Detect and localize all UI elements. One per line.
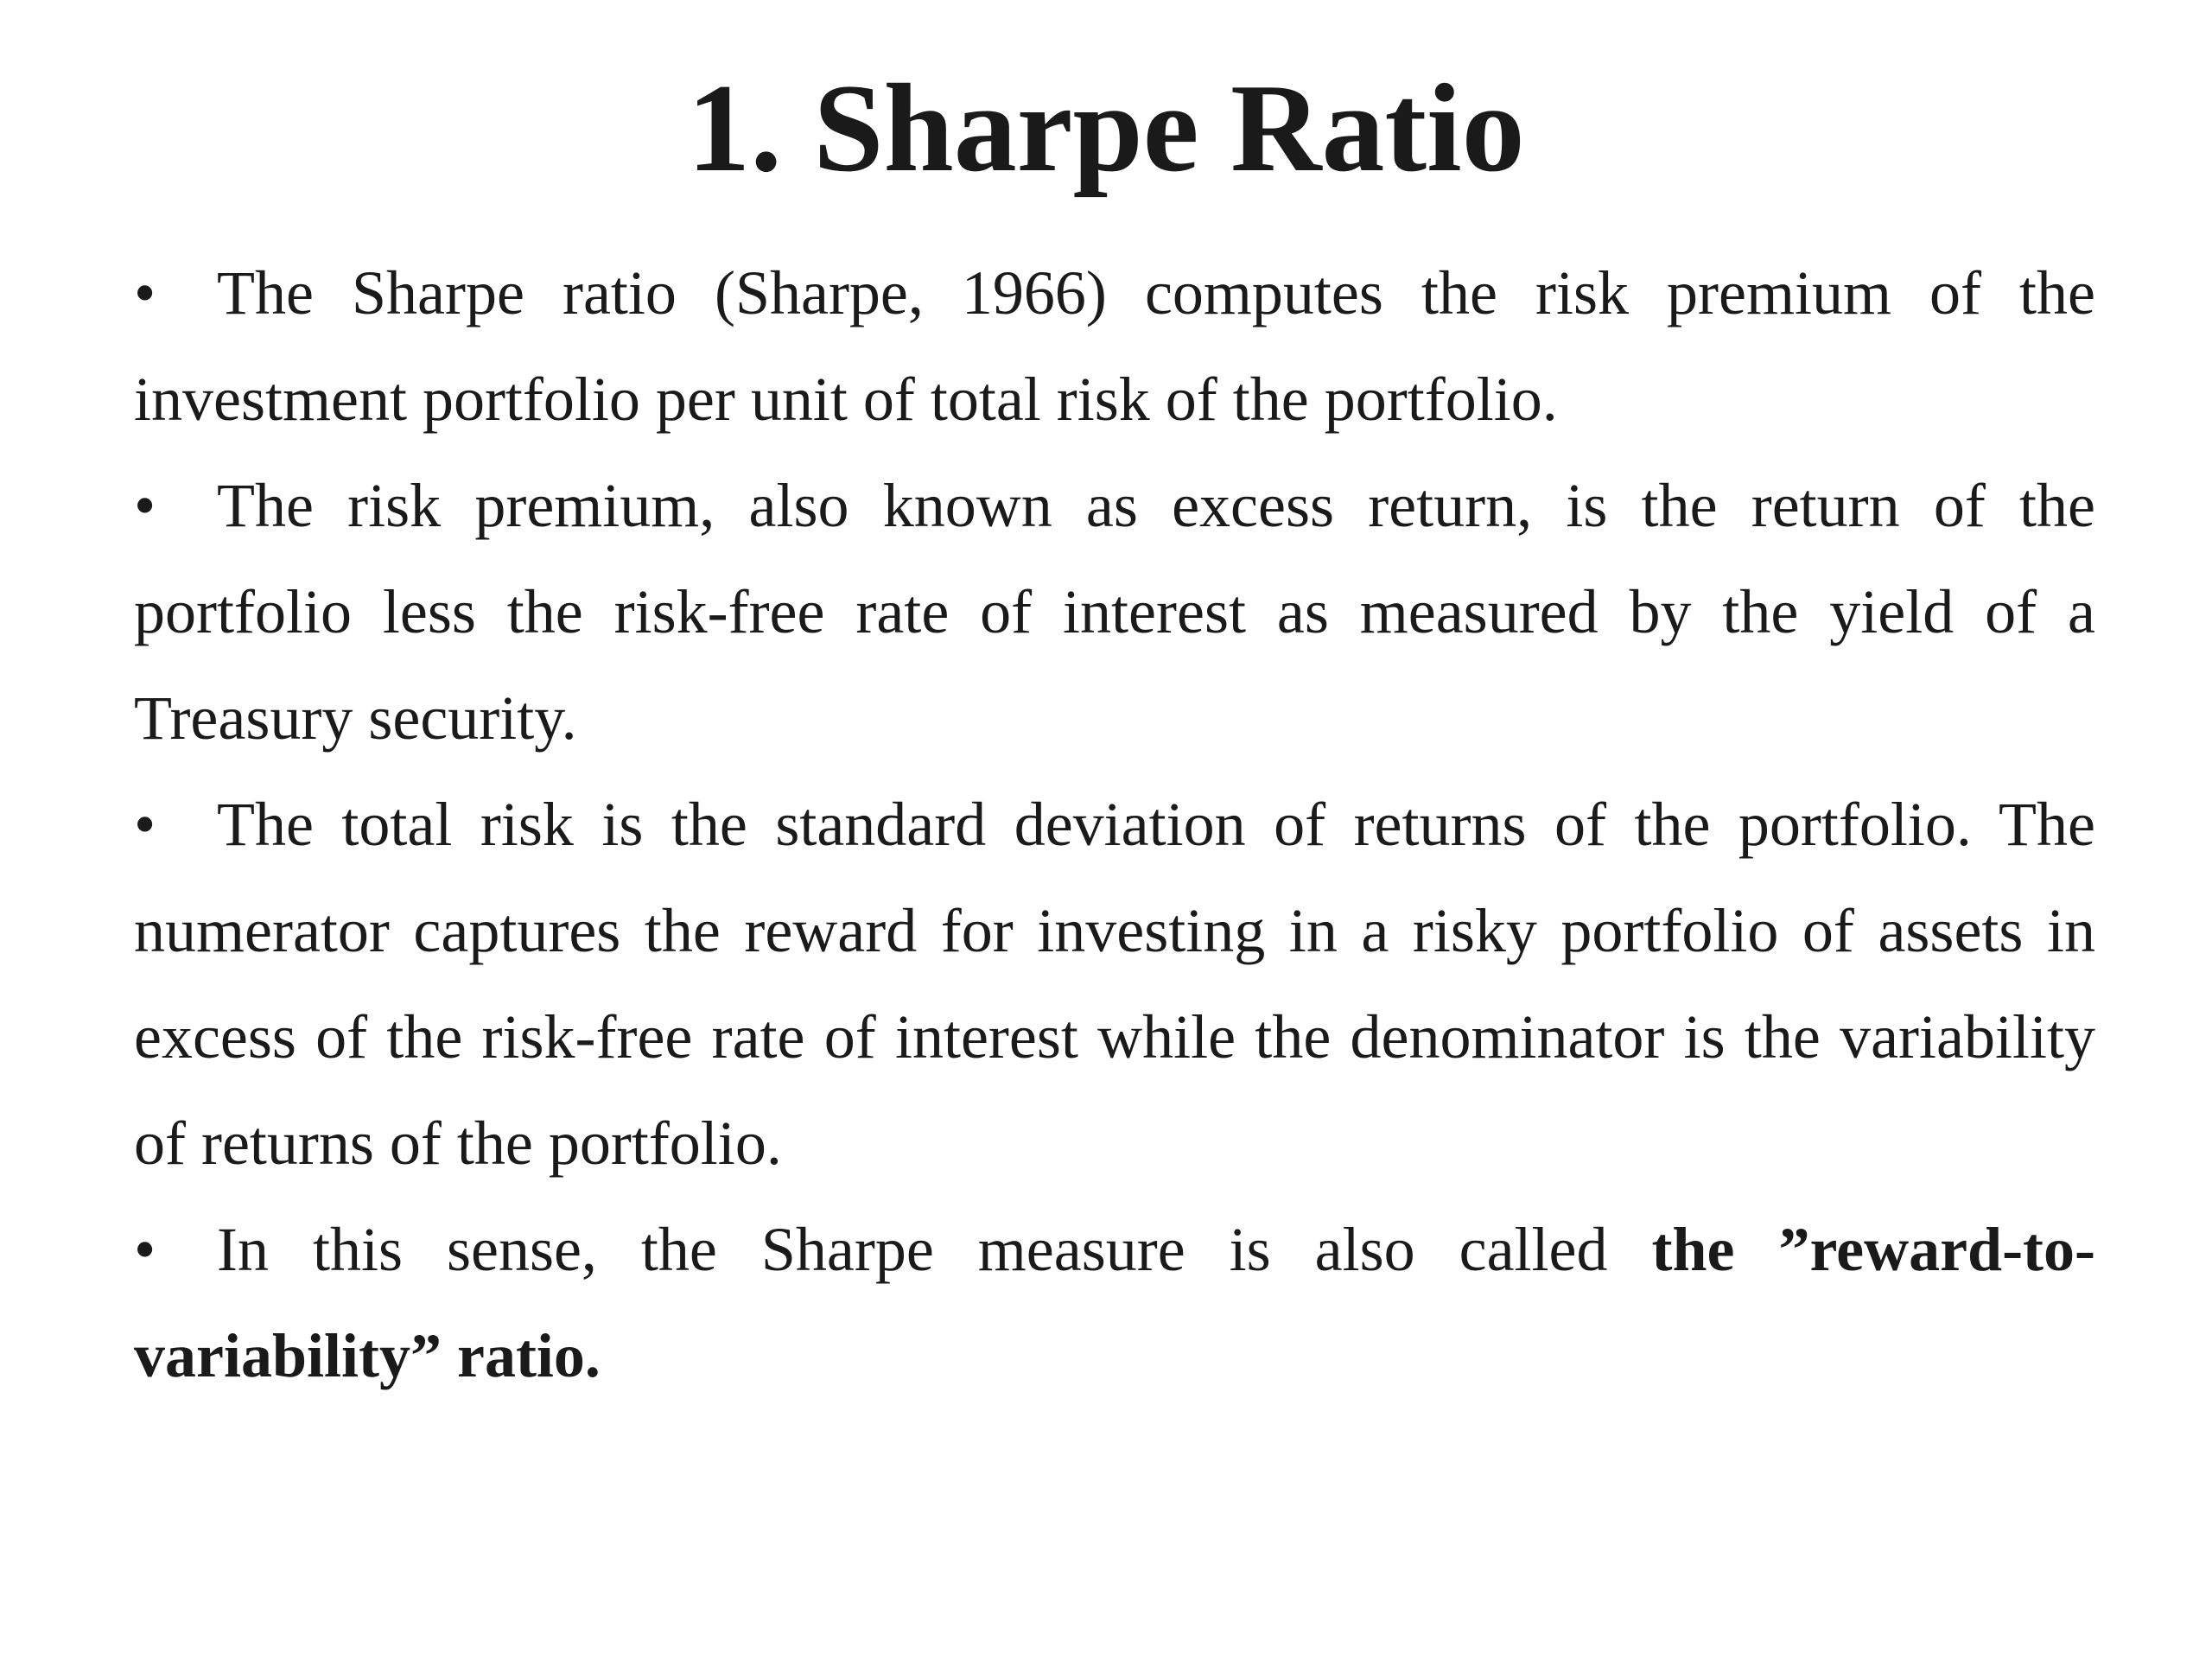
bullet-icon: • [134,471,156,540]
bullet-paragraph-2 [134,453,2095,772]
bullet-paragraph-3 [134,772,2095,1197]
paragraph-text: The Sharpe ratio (Sharpe, 1966) computes the risk premium of the investment portfolio per unit of total risk of the portfolio. [134,258,2095,434]
bullet-icon: • [134,1215,156,1284]
paragraph-text: In this sense, the Sharpe measure is also called [217,1215,1652,1284]
bullet-paragraph-1 [134,240,2095,453]
bullet-icon: • [134,790,156,859]
bullet-paragraph-4 [134,1197,2095,1409]
paragraph-text: The risk premium, also known as excess return, is the return of the portfolio less the risk-free rate of interest as measured by the yield of a Treasury security. [134,471,2095,753]
paragraph-text: The total risk is the standard deviation of returns of the portfolio. The numerator captures the reward for investing in a risky portfolio of assets in excess of the risk-free rate of interest while the denominator is the variability of returns of the portfolio. [134,790,2095,1178]
paragraph-bold-term: the ”reward-to-variability” ratio. [134,1215,2096,1390]
slide-body [134,240,2095,1409]
slide-title: 1. Sharpe Ratio [687,58,1525,198]
bullet-icon: • [134,258,156,327]
